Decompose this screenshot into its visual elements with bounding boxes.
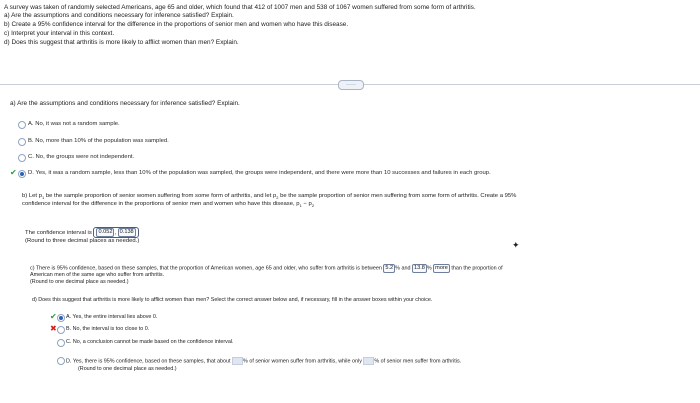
confidence-interval-row: The confidence interval is 0.052 , 0.138 bbox=[25, 227, 139, 238]
part-a-radio-c[interactable] bbox=[18, 154, 26, 162]
part-d-note: (Round to one decimal place as needed.) bbox=[78, 366, 177, 372]
part-d-radio-a[interactable] bbox=[57, 314, 65, 322]
part-a-option-c[interactable]: C. No, the groups were not independent. bbox=[28, 154, 135, 160]
ci-high-input[interactable]: 0.138 bbox=[119, 229, 134, 235]
cursor-icon: ✦ bbox=[512, 240, 520, 250]
problem-intro: A survey was taken of randomly selected Americans, age 65 and older, which found that 412 of 1007 men and 538 of 1067 women suffered from some form of arthritis. bbox=[4, 4, 476, 11]
part-c-line2: American men of the same age who suffer from arthritis. bbox=[30, 272, 165, 278]
part-a-radio-d[interactable] bbox=[18, 170, 26, 178]
part-b-note: (Round to three decimal places as needed.) bbox=[25, 238, 140, 244]
part-d-radio-b[interactable] bbox=[57, 326, 65, 334]
problem-part-d: d) Does this suggest that arthritis is more likely to afflict women than men? Explain. bbox=[4, 39, 239, 46]
confidence-interval-box: 0.052 , 0.138 bbox=[93, 227, 138, 238]
part-d-option-d[interactable]: D. Yes, there is 95% confidence, based on these samples, that about % of senior women suffer from arthritis, while only % of senior men suffer from arthritis. bbox=[66, 358, 462, 365]
problem-part-a: a) Are the assumptions and conditions necessary for inference satisfied? Explain. bbox=[4, 12, 234, 19]
expand-button[interactable]: ····· bbox=[338, 80, 364, 90]
part-d-question: d) Does this suggest that arthritis is more likely to afflict women than men? Select the correct answer below and, if necessary, fill in the answer boxes within your choice. bbox=[32, 297, 433, 303]
check-icon: ✔ bbox=[50, 312, 57, 321]
cross-icon: ✖ bbox=[50, 324, 57, 333]
part-a-radio-a[interactable] bbox=[18, 121, 26, 129]
part-d-option-b[interactable]: B. No, the interval is too close to 0. bbox=[66, 326, 150, 332]
women-percent-input[interactable] bbox=[232, 357, 243, 365]
problem-part-b: b) Create a 95% confidence interval for the difference in the proportions of senior men and women who have this disease. bbox=[4, 21, 349, 28]
part-a-option-b[interactable]: B. No, more than 10% of the population was sampled. bbox=[28, 138, 169, 144]
part-b-question-line2: confidence interval for the difference in the proportions of senior men and women who have this disease, $p_1 - p_2$ bbox=[22, 201, 315, 209]
part-c-line1: c) There is 95% confidence, based on these samples, that the proportion of American women, age 65 and older, who suffer from arthritis is between 5.2 % and 13.8 % more than the proportion of bbox=[30, 265, 503, 272]
part-a-option-d[interactable]: D. Yes, it was a random sample, less than 10% of the population was sampled, the groups were independent, and there were more than 10 successes and failures in each group. bbox=[28, 170, 491, 176]
part-a-question: a) Are the assumptions and conditions necessary for inference satisfied? Explain. bbox=[10, 100, 240, 107]
part-d-radio-d[interactable] bbox=[57, 357, 65, 365]
problem-part-c: c) Interpret your interval in this context. bbox=[4, 30, 115, 37]
men-percent-input[interactable] bbox=[363, 357, 374, 365]
part-d-option-c[interactable]: C. No, a conclusion cannot be made based on the confidence interval. bbox=[66, 339, 234, 345]
part-c-dropdown[interactable]: more bbox=[435, 265, 448, 271]
part-a-radio-b[interactable] bbox=[18, 138, 26, 146]
part-c-low-input[interactable]: 5.2 bbox=[385, 265, 394, 271]
part-d-option-a[interactable]: A. Yes, the entire interval lies above 0. bbox=[66, 314, 158, 320]
part-c-note: (Round to one decimal place as needed.) bbox=[30, 279, 129, 285]
part-d-radio-c[interactable] bbox=[57, 339, 65, 347]
part-c-high-input[interactable]: 13.8 bbox=[413, 265, 425, 271]
check-icon: ✔ bbox=[10, 168, 17, 177]
part-a-option-a[interactable]: A. No, it was not a random sample. bbox=[28, 121, 120, 127]
part-b-question-line1: b) Let $p_1$ be the sample proportion of senior women suffering from some form of arthritis, and let $p_2$ be the sample proportion of senior men suffering from some form of arthritis. Create a 95% bbox=[22, 193, 517, 201]
ci-low-input[interactable]: 0.052 bbox=[98, 229, 113, 235]
